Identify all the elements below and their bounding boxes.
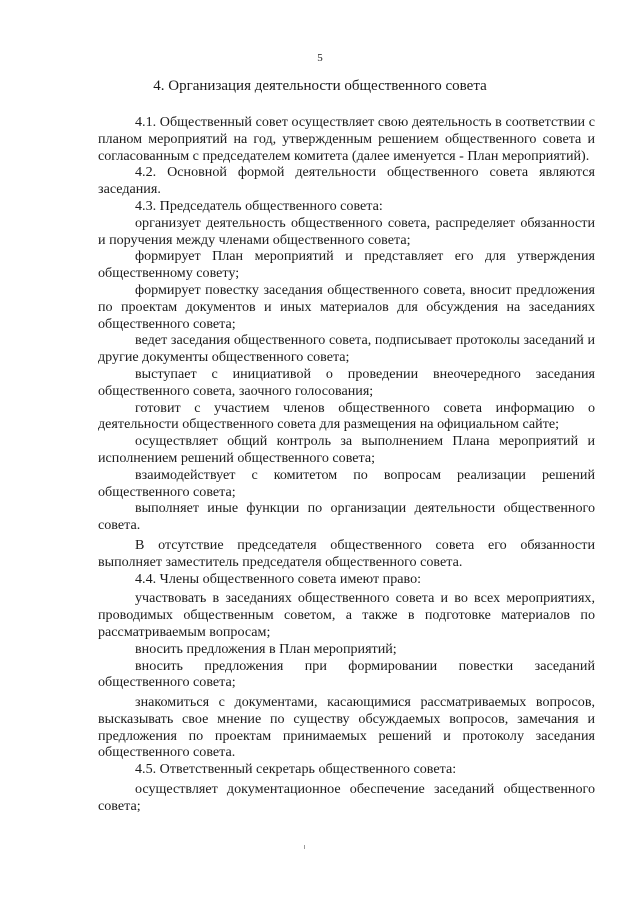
member-right-agenda-proposals: вносить предложения при формировании повестки заседаний общественного совета; — [98, 657, 595, 691]
chair-duty-interaction: взаимодействует с комитетом по вопросам реализации решений общественного совета; — [98, 466, 595, 500]
member-right-plan-proposals: вносить предложения в План мероприятий; — [135, 640, 397, 657]
member-right-documents: знакомиться с документами, касающимися рассматриваемых вопросов, высказывать свое мнение по существу обсуждаемых вопросов, замечания и предложения по проектам принимаемых решений и протоколу заседания общественного совета. — [98, 694, 595, 761]
paragraph-4-4-heading: 4.4. Члены общественного совета имеют право: — [135, 570, 422, 587]
paragraph-4-2: 4.2. Основной формой деятельности общественного совета являются заседания. — [98, 164, 595, 198]
chair-duty-information: готовит с участием членов общественного совета информацию о деятельности общественного совета для размещения на официальном сайте; — [98, 399, 595, 433]
paragraph-4-3-heading: 4.3. Председатель общественного совета: — [135, 197, 383, 214]
chair-duty-agenda: формирует повестку заседания общественного совета, вносит предложения по проектам документов и иных материалов для обсуждения на заседаниях общественного совета; — [98, 281, 595, 332]
chair-duty-other: выполняет иные функции по организации деятельности общественного совета. — [98, 500, 595, 534]
scan-mark — [304, 845, 305, 849]
chair-duty-control: осуществляет общий контроль за выполнением Плана мероприятий и исполнением решений общественного совета; — [98, 433, 595, 466]
section-title: 4. Организация деятельности общественного совета — [153, 78, 487, 94]
paragraph-4-5-heading: 4.5. Ответственный секретарь общественного совета: — [135, 761, 457, 778]
chair-duty-plan: формирует План мероприятий и представляет его для утверждения общественному совету; — [98, 248, 595, 282]
paragraph-4-1: 4.1. Общественный совет осуществляет свою деятельность в соответствии с планом мероприятий на год, утвержденным решением общественного совета и согласованным с председателем комитета (далее именуется - План мероприятий). — [98, 114, 595, 164]
secretary-duty-documentation: осуществляет документационное обеспечение заседаний общественного совета; — [98, 781, 595, 814]
chair-duty-organize: организует деятельность общественного совета, распределяет обязанности и поручения между членами общественного совета; — [98, 214, 595, 248]
member-right-participate: участвовать в заседаниях общественного совета и во всех мероприятиях, проводимых общественным советом, а также в подготовке материалов по рассматриваемым вопросам; — [98, 590, 595, 640]
chair-duty-extraordinary: выступает с инициативой о проведении внеочередного заседания общественного совета, заочного голосования; — [98, 365, 595, 399]
page-number: 5 — [317, 52, 323, 64]
deputy-paragraph: В отсутствие председателя общественного совета его обязанности выполняет заместитель председателя общественного совета. — [98, 536, 595, 570]
document-body — [98, 114, 595, 815]
chair-duty-meetings: ведет заседания общественного совета, подписывает протоколы заседаний и другие документы общественного совета; — [98, 332, 595, 366]
